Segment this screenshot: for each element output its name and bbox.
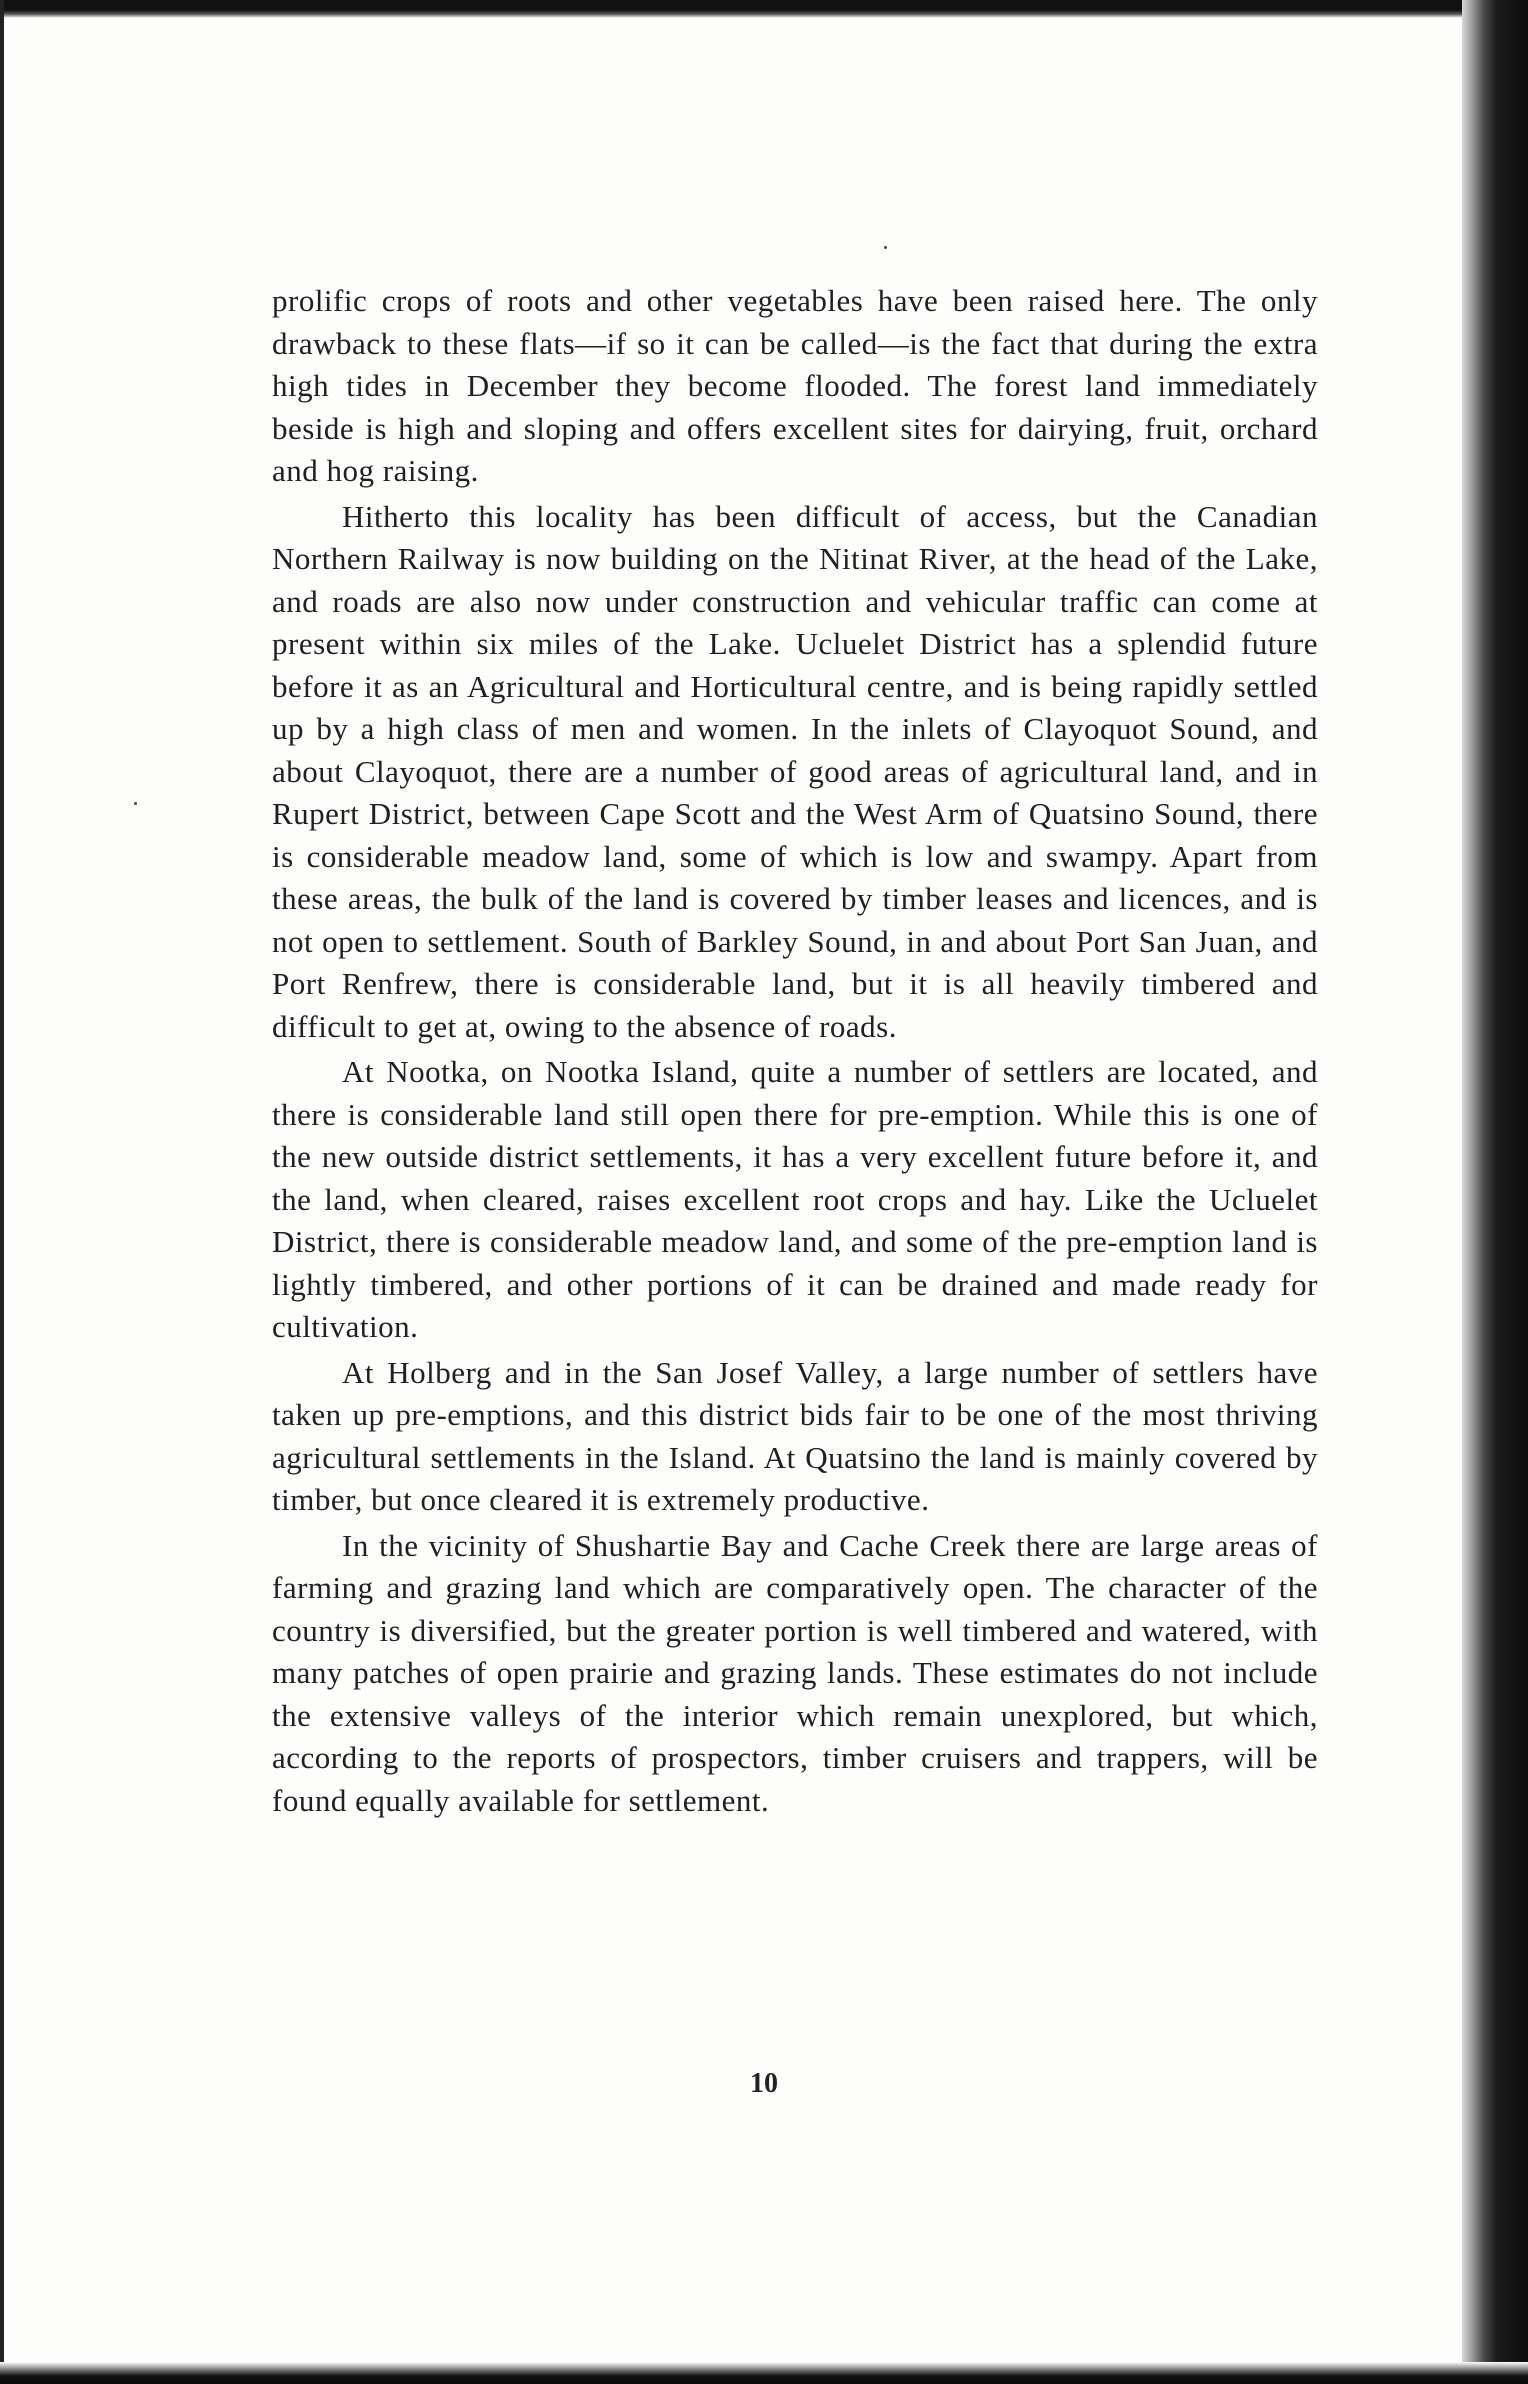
scan-right-band [1462, 0, 1528, 2384]
paragraph: Hitherto this locality has been difficult of access, but the Canadian Northern Railway is now building on the Nitinat River, at the head of the Lake, and roads are also now under construction and vehicular traffic can come at present within six miles of the Lake. Ucluelet District has a splendid future before it as an Agricultural and Horticultural centre, and is being rapidly settled up by a high class of men and women. In the inlets of Clayoquot Sound, and about Clayoquot, there are a number of good areas of agricultural land, and in Rupert District, between Cape Scott and the West Arm of Quatsino Sound, there is considerable meadow land, some of which is low and swampy. Apart from these areas, the bulk of the land is covered by timber leases and licences, and is not open to settlement. South of Barkley Sound, in and about Port San Juan, and Port Renfrew, there is considerable land, but it is all heavily timbered and difficult to get at, owing to the absence of roads. [272, 498, 1318, 1044]
page-number: 10 [750, 2068, 778, 2099]
paragraph: At Holberg and in the San Josef Valley, a large number of settlers have taken up pre-emptions, and this district bids fair to be one of the most thriving agricultural settlements in the Island. At Quatsino the land is mainly covered by timber, but once cleared it is extremely productive. [272, 1354, 1318, 1517]
paragraph-continued: prolific crops of roots and other vegetables have been raised here. The only drawback to these flats—if so it can be called—is the fact that during the extra high tides in December they become flooded. The forest land immediately beside is high and sloping and offers excellent sites for dairying, fruit, orchard and hog raising. [272, 283, 1318, 488]
scan-top-border [0, 0, 1528, 18]
dust-speck [134, 802, 137, 805]
body-text [272, 280, 1318, 1822]
dust-speck [884, 246, 887, 249]
paragraph: At Nootka, on Nootka Island, quite a number of settlers are located, and there is considerable land still open there for pre-emption. While this is one of the new outside district settlements, it has a very excellent future before it, and the land, when cleared, raises excellent root crops and hay. Like the Ucluelet District, there is considerable meadow land, and some of the pre-emption land is lightly timbered, and other portions of it can be drained and made ready for cultivation. [272, 1054, 1318, 1344]
scan-bottom-band [0, 2362, 1528, 2384]
paragraph: In the vicinity of Shushartie Bay and Cache Creek there are large areas of farming and grazing land which are comparatively open. The character of the country is diversified, but the greater portion is well timbered and watered, with many patches of open prairie and grazing lands. These estimates do not include the extensive valleys of the interior which remain unexplored, but which, according to the reports of prospectors, timber cruisers and trappers, will be found equally available for settlement. [272, 1527, 1318, 1818]
